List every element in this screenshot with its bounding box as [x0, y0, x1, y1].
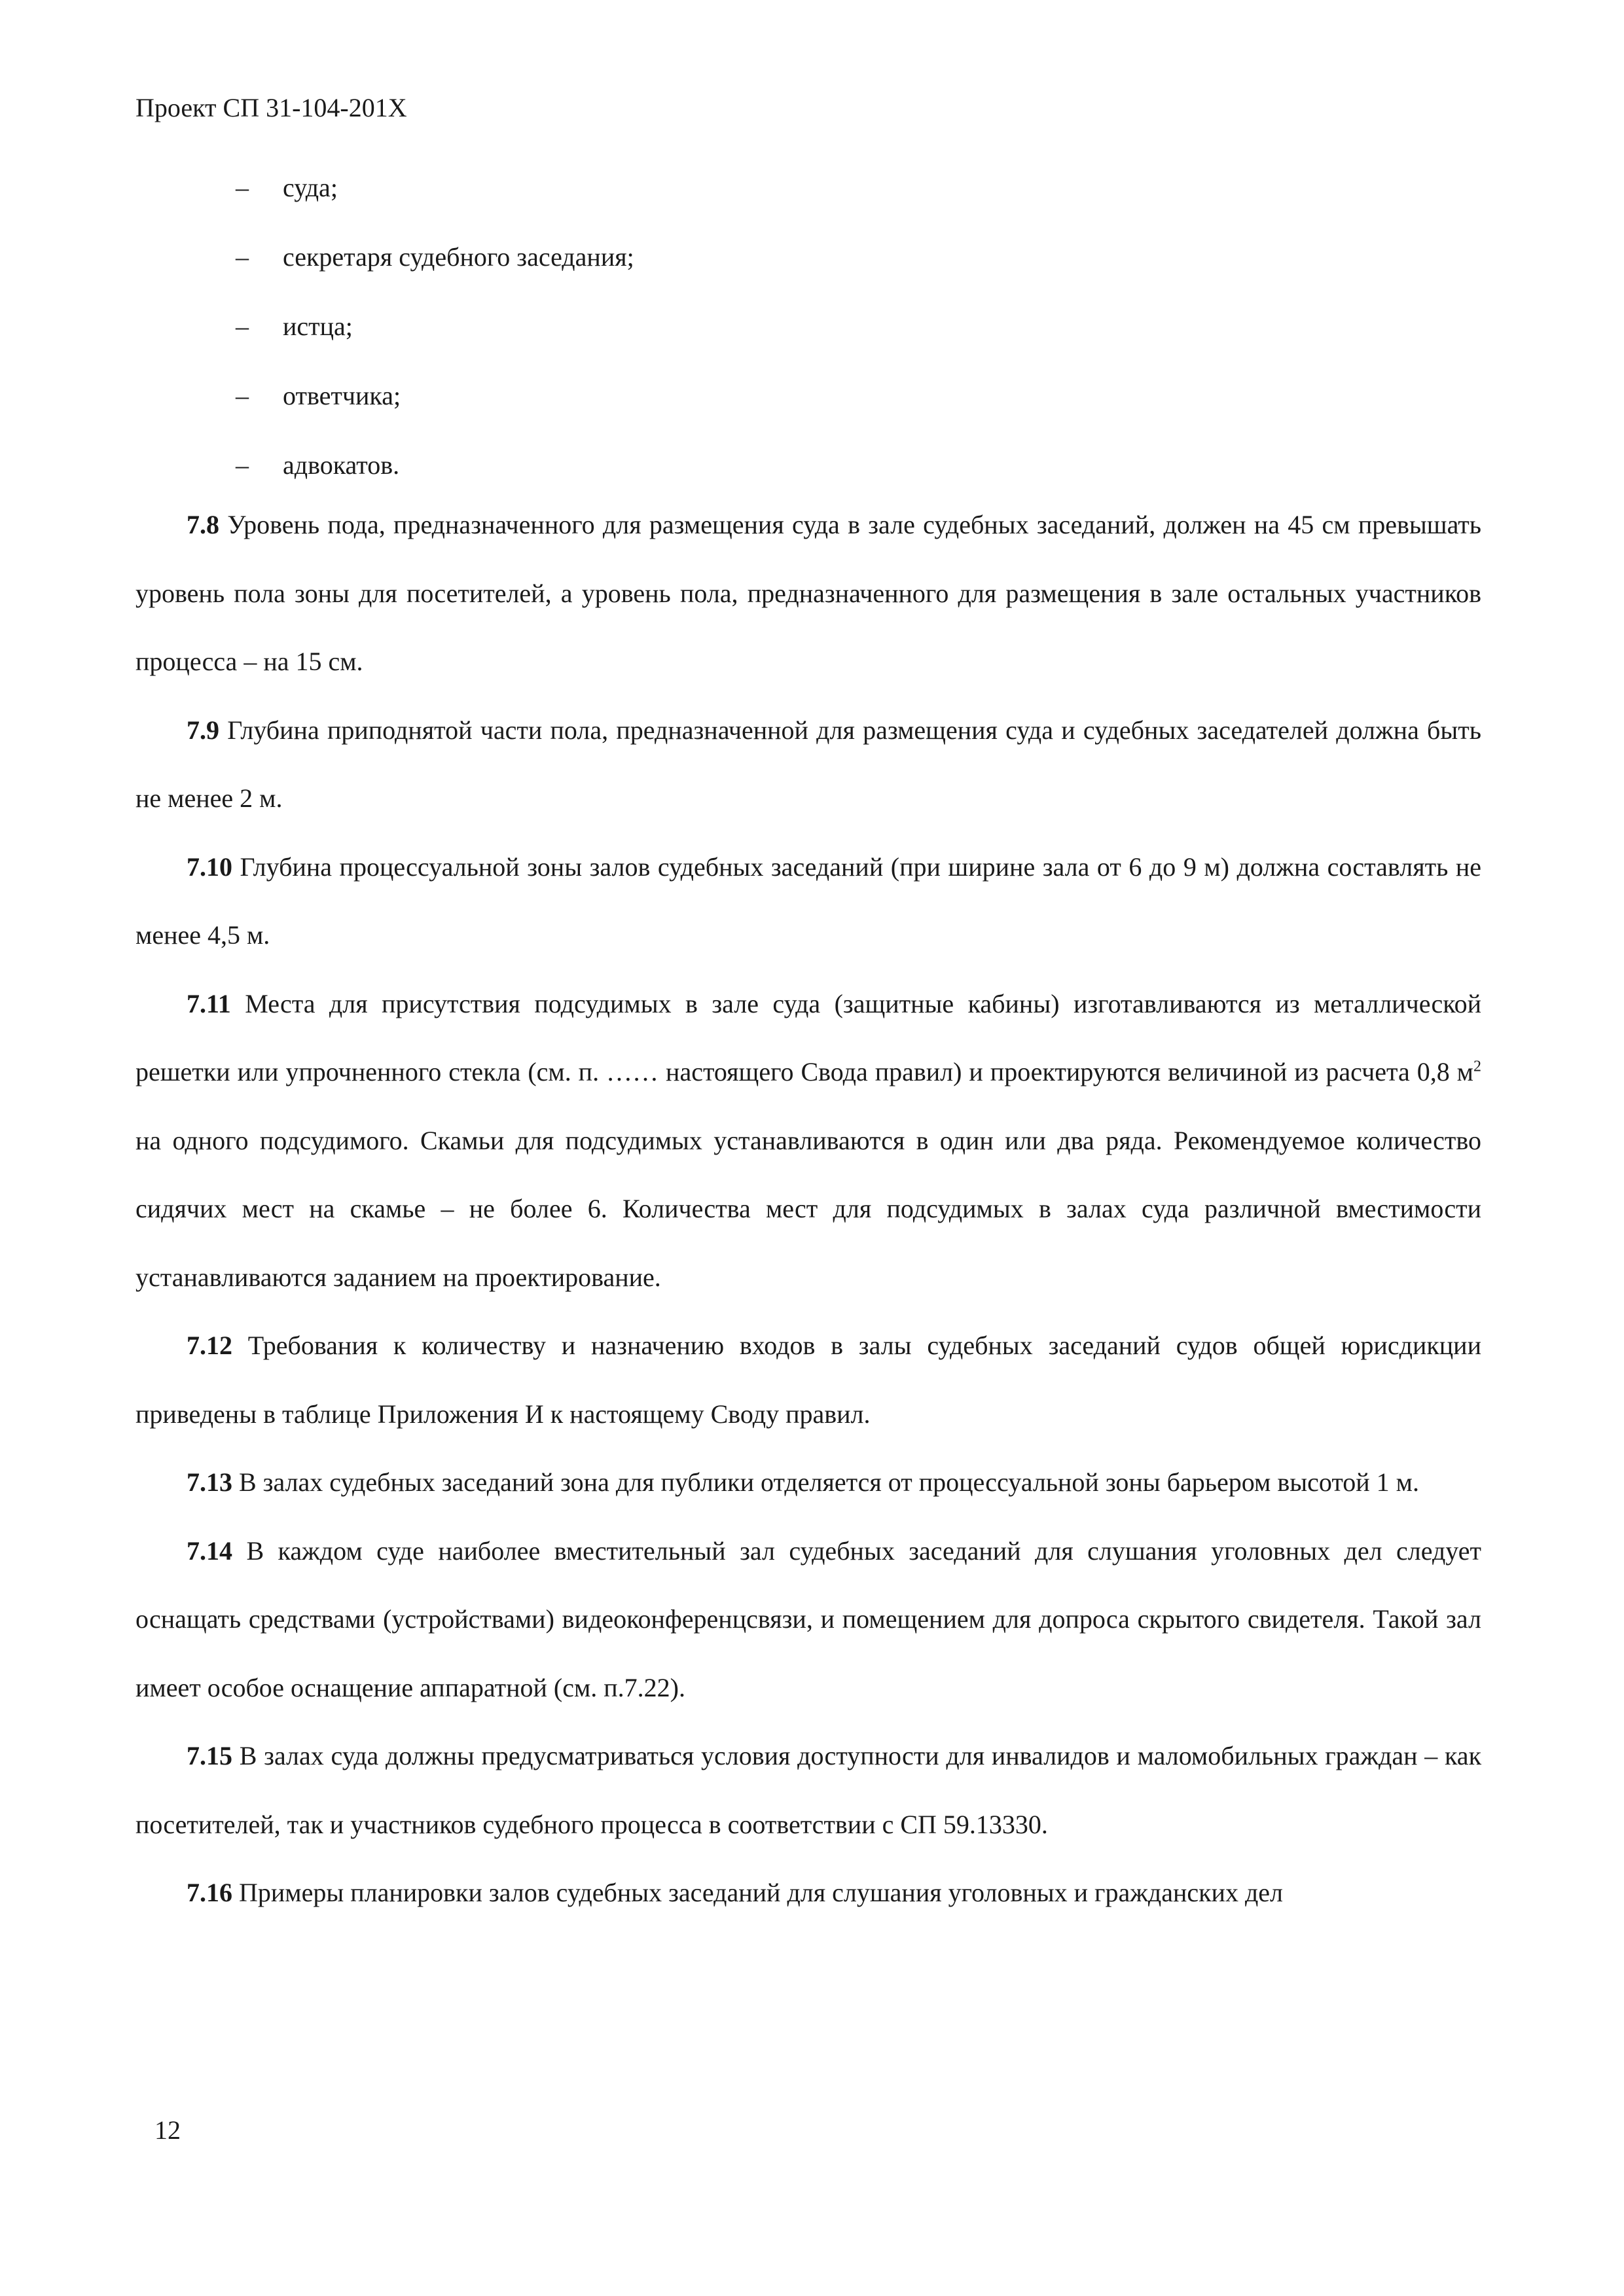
- paragraph-text: Места для присутствия подсудимых в зале суда (защитные кабины) изготавливаются из металлической решетки или упрочненного стекла (см. п. …… настоящего Свода правил) и проектируются величиной из расчета 0,8 м: [135, 988, 1482, 1086]
- bullet-list: [236, 153, 1479, 500]
- paragraph-text: В каждом суде наиболее вместительный зал судебных заседаний для слушания уголовных дел следует оснащать средствами (устройствами) видеоконференцсвязи, и помещением для допроса скрытого свидетеля. Такой зал имеет особое оснащение аппаратной (см. п.7.22).: [135, 1535, 1482, 1702]
- list-item: [236, 361, 1479, 431]
- list-item: [236, 431, 1479, 500]
- bullet-dash: –: [236, 450, 249, 480]
- paragraph-text: Глубина процессуальной зоны залов судебных заседаний (при ширине зала от 6 до 9 м) должна составлять не менее 4,5 м.: [135, 852, 1482, 950]
- clause-number: 7.11: [187, 988, 231, 1018]
- list-item: [236, 223, 1479, 292]
- clause-number: 7.9: [187, 715, 219, 745]
- paragraph-7-13: [135, 1448, 1481, 1517]
- clause-number: 7.15: [187, 1741, 232, 1770]
- bullet-dash: –: [236, 381, 249, 410]
- superscript: 2: [1473, 1058, 1481, 1075]
- paragraph-text: Уровень пода, предназначенного для размещения суда в зале судебных заседаний, должен на 45 см превышать уровень пола зоны для посетителей, а уровень пола, предназначенного для размещения в зале остальных участников процесса – на 15 см.: [135, 510, 1482, 676]
- clause-number: 7.12: [187, 1331, 232, 1360]
- bullet-dash: –: [236, 242, 249, 272]
- body-text: [135, 491, 1481, 1928]
- bullet-dash: –: [236, 312, 249, 341]
- paragraph-text: Примеры планировки залов судебных заседаний для слушания уголовных и гражданских дел: [239, 1878, 1284, 1907]
- clause-number: 7.8: [187, 510, 219, 539]
- list-item: [236, 153, 1479, 223]
- list-item-text: суда;: [283, 173, 338, 202]
- paragraph-text: В залах судебных заседаний зона для публики отделяется от процессуальной зоны барьером высотой 1 м.: [239, 1467, 1419, 1497]
- list-item-text: ответчика;: [283, 381, 401, 410]
- paragraph-7-9: [135, 696, 1481, 833]
- list-item: [236, 292, 1479, 361]
- clause-number: 7.10: [187, 852, 232, 882]
- paragraph-7-12: [135, 1312, 1481, 1448]
- paragraph-text: Требования к количеству и назначению входов в залы судебных заседаний судов общей юрисдикции приведены в таблице Приложения И к настоящему Своду правил.: [135, 1331, 1481, 1429]
- list-item-text: истца;: [283, 312, 353, 341]
- paragraph-text: В залах суда должны предусматриваться условия доступности для инвалидов и маломобильных граждан – как посетителей, так и участников судебного процесса в соответствии с СП 59.13330.: [135, 1741, 1481, 1839]
- page-number: 12: [154, 2115, 181, 2145]
- list-item-text: секретаря судебного заседания;: [283, 242, 634, 272]
- page-header: Проект СП 31-104-201Х: [135, 93, 407, 122]
- paragraph-7-11: [135, 970, 1481, 1312]
- clause-number: 7.16: [187, 1878, 232, 1907]
- paragraph-text: Глубина приподнятой части пола, предназначенной для размещения суда и судебных заседателей должна быть не менее 2 м.: [135, 715, 1482, 813]
- bullet-dash: –: [236, 173, 249, 202]
- paragraph-7-14: [135, 1517, 1481, 1723]
- paragraph-7-10: [135, 833, 1481, 970]
- paragraph-7-16: [135, 1859, 1481, 1928]
- paragraph-text: на одного подсудимого. Скамьи для подсудимых устанавливаются в один или два ряда. Рекомендуемое количество сидячих мест на скамье – не более 6. Количества мест для подсудимых в залах суда различной вместимости устанавливаются заданием на проектирование.: [135, 1125, 1481, 1292]
- clause-number: 7.14: [187, 1535, 232, 1566]
- paragraph-7-15: [135, 1722, 1481, 1859]
- clause-number: 7.13: [187, 1467, 232, 1497]
- list-item-text: адвокатов.: [283, 450, 400, 480]
- paragraph-7-8: [135, 491, 1481, 696]
